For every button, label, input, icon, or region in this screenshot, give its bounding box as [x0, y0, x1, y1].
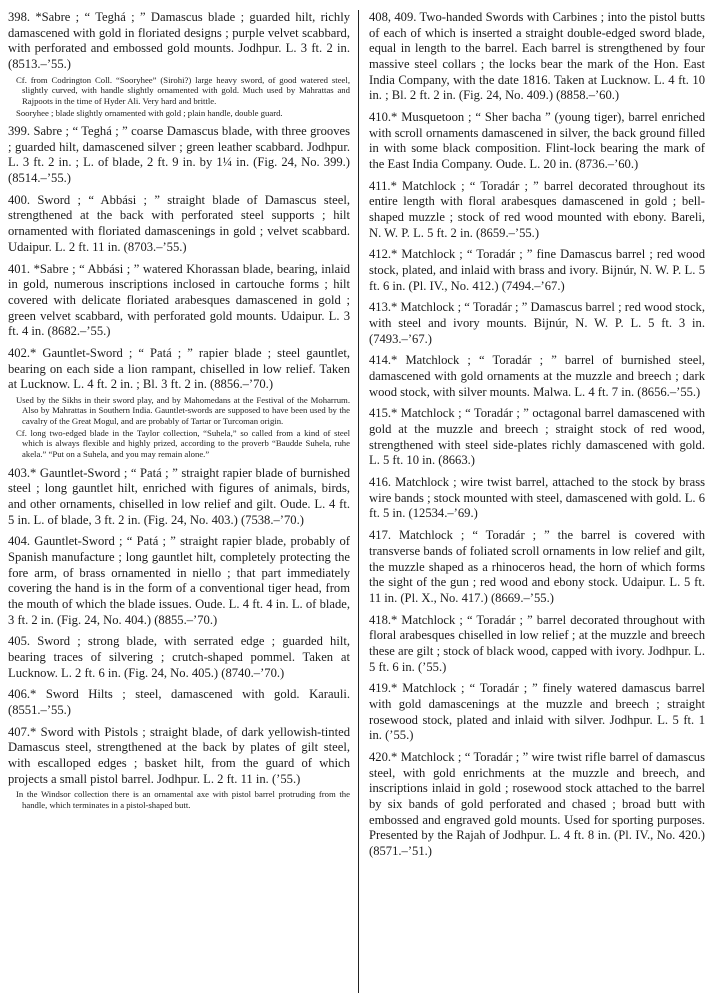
catalogue-entry: 401. *Sabre ; “ Abbási ; ” watered Khorassan blade, bearing, inlaid in gold, numerous inscriptions inclosed in cartouche forms ; hilt covered with delicate floriated arabesques damascened in gold ; green velvet scabbard, with perforated gold mounts. Udaipur. L. 3 ft. 4 in. (8682.–’55.)	[8, 261, 350, 339]
catalogue-entry: 410.* Musquetoon ; “ Sher bacha ” (young tiger), barrel enriched with scroll ornaments damascened in silver, the back ground filled in with some black composition. Flint-lock bearing the mark of the East India Company. Oude. L. 20 in. (8736.–’60.)	[369, 110, 705, 172]
catalogue-entry: 407.* Sword with Pistols ; straight blade, of dark yellowish-tinted Damascus steel, strengthened at the back by plates of gilt steel, with escalloped edges ; basket hilt, from the guard of which projects a small pistol barrel. Jodhpur. L. 2 ft. 11 in. (’55.)	[8, 724, 350, 786]
catalogue-entry: 402.* Gauntlet-Sword ; “ Patá ; ” rapier blade ; steel gauntlet, bearing on each side a lion rampant, chiselled in low relief. Taken at Lucknow. L. 4 ft. 2 in. ; Bl. 3 ft. 2 in. (8856.–’70.)	[8, 345, 350, 392]
catalogue-entry: 404. Gauntlet-Sword ; “ Patá ; ” straight rapier blade, probably of Spanish manufacture ; long gauntlet hilt, completely protecting the fore arm, of brass ornamented in niello ; that part immediately covering the hand is in the form of a conventional tiger head, from the mouth of which the blade issues. Oude. L. 4 ft. 4 in. L. of blade, 3 ft. 2 in. (Fig. 24, No. 404.) (8855.–’70.)	[8, 534, 350, 627]
catalogue-entry: 411.* Matchlock ; “ Toradár ; ” barrel decorated throughout its entire length with floral arabesques damascened in gold ; bell-shaped muzzle ; stock of red wood mounted with ebony. Bareli, N. W. P. L. 5 ft. 2 in. (8659.–’55.)	[369, 178, 705, 240]
catalogue-entry: 412.* Matchlock ; “ Toradár ; ” fine Damascus barrel ; red wood stock, plated, and inlaid with brass and ivory. Bijnúr, N. W. P. L. 5 ft. 6 in. (Pl. IV., No. 412.) (7494.–’67.)	[369, 247, 705, 293]
catalogue-entry: 403.* Gauntlet-Sword ; “ Patá ; ” straight rapier blade of burnished steel ; long gauntlet hilt, enriched with figures of animals, birds, and other ornaments, chiselled in low relief and gilt. Oude. L. 4 ft. 5 in. L. of blade, 3 ft. 2 in. (Fig. 24, No. 403.) (7538.–’70.)	[8, 465, 350, 527]
entry-footnote: Cf. long two-edged blade in the Taylor collection, “Suhela,” so called from a kind of steel which is always flexible and highly prized, according to the proverb “Baudde Suhela, ruhe akela.” “Put on a Suhela, and you may remain alone.”	[16, 427, 350, 459]
catalogue-entry: 399. Sabre ; “ Teghá ; ” coarse Damascus blade, with three grooves ; guarded hilt, damascened silver ; green leather scabbard. Jodhpur. L. 3 ft. 2 in. ; L. of blade, 2 ft. 9 in. by 1¼ in. (Fig. 24, No. 399.) (8514.–’55.)	[8, 124, 350, 186]
catalogue-entry: 398. *Sabre ; “ Teghá ; ” Damascus blade ; guarded hilt, richly damascened with gold in floriated designs ; purple velvet scabbard, with perforated and embossed gold mounts. Jodhpur. L. 3 ft. 2 in. (8513.–’55.)	[8, 10, 350, 72]
catalogue-entry: 400. Sword ; “ Abbási ; ” straight blade of Damascus steel, strengthened at the back with perforated steel supports ; hilt ornamented with floriated damascenings in gold ; velvet scabbard. Udaipur. L. 2 ft. 11 in. (8703.–’55.)	[8, 192, 350, 254]
entry-notes	[8, 395, 350, 460]
catalogue-entry: 413.* Matchlock ; “ Toradár ; ” Damascus barrel ; red wood stock, with steel and ivory mounts. Bijnúr, N. W. P. L. 5 ft. 3 in. (7493.–’67.)	[369, 300, 705, 346]
catalogue-entry: 406.* Sword Hilts ; steel, damascened with gold. Karauli. (8551.–’55.)	[8, 687, 350, 717]
catalogue-entry: 416. Matchlock ; wire twist barrel, attached to the stock by brass wire bands ; stock mounted with steel, damascened with gold. L. 6 ft. 5 in. (12534.–’69.)	[369, 475, 705, 521]
catalogue-entry: 405. Sword ; strong blade, with serrated edge ; guarded hilt, bearing traces of silvering ; crutch-shaped pommel. Taken at Lucknow. L. 2 ft. 6 in. (Fig. 24, No. 405.) (8740.–’70.)	[8, 634, 350, 680]
catalogue-entry: 415.* Matchlock ; “ Toradár ; ” octagonal barrel damascened with gold at the muzzle and breech ; straight stock of red wood, strengthened with steel side-plates richly damascened with gold. L. 5 ft. 10 in. (8663.)	[369, 406, 705, 468]
entry-footnote: Used by the Sikhs in their sword play, and by Mahomedans at the Festival of the Moharrum. Also by Mahrattas in Southern India. Gauntlet-swords are supposed to have been used by the cavalry of the Great Mogul, and are probably of Tartar or Turcoman origin.	[16, 394, 350, 427]
entry-footnote: Sooryhee ; blade slightly ornamented with gold ; plain handle, double guard.	[16, 107, 283, 118]
entry-footnote: In the Windsor collection there is an ornamental axe with pistol barrel protruding from the handle, which terminates in a pistol-shaped butt.	[16, 789, 350, 810]
entry-notes	[8, 75, 350, 118]
catalogue-entry: 408, 409. Two-handed Swords with Carbines ; into the pistol butts of each of which is inserted a straight double-edged sword blade, equal in length to the barrel. Each barrel is strengthened by four massive steel collars ; the locks bear the mark of the Hon. East India Company, with the date 1816. Taken at Lucknow. L. 4 ft. 10 in. ; Bl. 2 ft. 2 in. (Fig. 24, No. 409.) (8858.–’60.)	[369, 10, 705, 103]
catalogue-entry: 420.* Matchlock ; “ Toradár ; ” wire twist rifle barrel of damascus steel, with gold enrichments at the muzzle and breech, and inscriptions inlaid in gold ; rosewood stock attached to the barrel by six bands of gold perforated and chased ; broad butt with embossed and engraved gold mounts. Used for sporting purposes. Presented by the Rajah of Jodhpur. L. 4 ft. 8 in. (Pl. IV., No. 420.) (8571.–’51.)	[369, 749, 705, 858]
right-column	[359, 10, 709, 993]
entry-footnote: Cf. from Codrington Coll. “Sooryhee” (Sirohi?) large heavy sword, of good watered steel, slightly curved, with handle slightly ornamented with gold. Much used by Mahrattas and Rajpoots in the time of Hyder Ali. Very hard and brittle.	[16, 74, 350, 106]
catalogue-entry: 417. Matchlock ; “ Toradár ; ” the barrel is covered with transverse bands of foliated scroll ornaments in low relief and gilt, the muzzle shaped as a rhinoceros head, the horn of which forms the sight of the gun ; red wood and ebony stock. Udaipur. L. 5 ft. 11 in. (Pl. X., No. 417.) (8669.–’55.)	[369, 528, 705, 605]
entry-notes	[8, 789, 350, 810]
catalogue-entry: 414.* Matchlock ; “ Toradár ; ” barrel of burnished steel, damascened with gold ornaments at the muzzle and breech ; dark wood stock, with silver mounts. Malwa. L. 4 ft. 7 in. (8656.–’55.)	[369, 353, 705, 399]
catalogue-entry: 419.* Matchlock ; “ Toradár ; ” finely watered damascus barrel with gold damascenings at the muzzle and breech ; straight rosewood stock, plated and inlaid with silver. Jodhpur. L. 5 ft. 1 in. (’55.)	[369, 681, 705, 743]
catalogue-entry: 418.* Matchlock ; “ Toradár ; ” barrel decorated throughout with floral arabesques chiselled in low relief ; at the muzzle and breech these are gilt ; stock of black wood, capped with ivory. Jodhpur. L. 5 ft. 6 in. (’55.)	[369, 612, 705, 674]
left-column	[8, 10, 358, 993]
